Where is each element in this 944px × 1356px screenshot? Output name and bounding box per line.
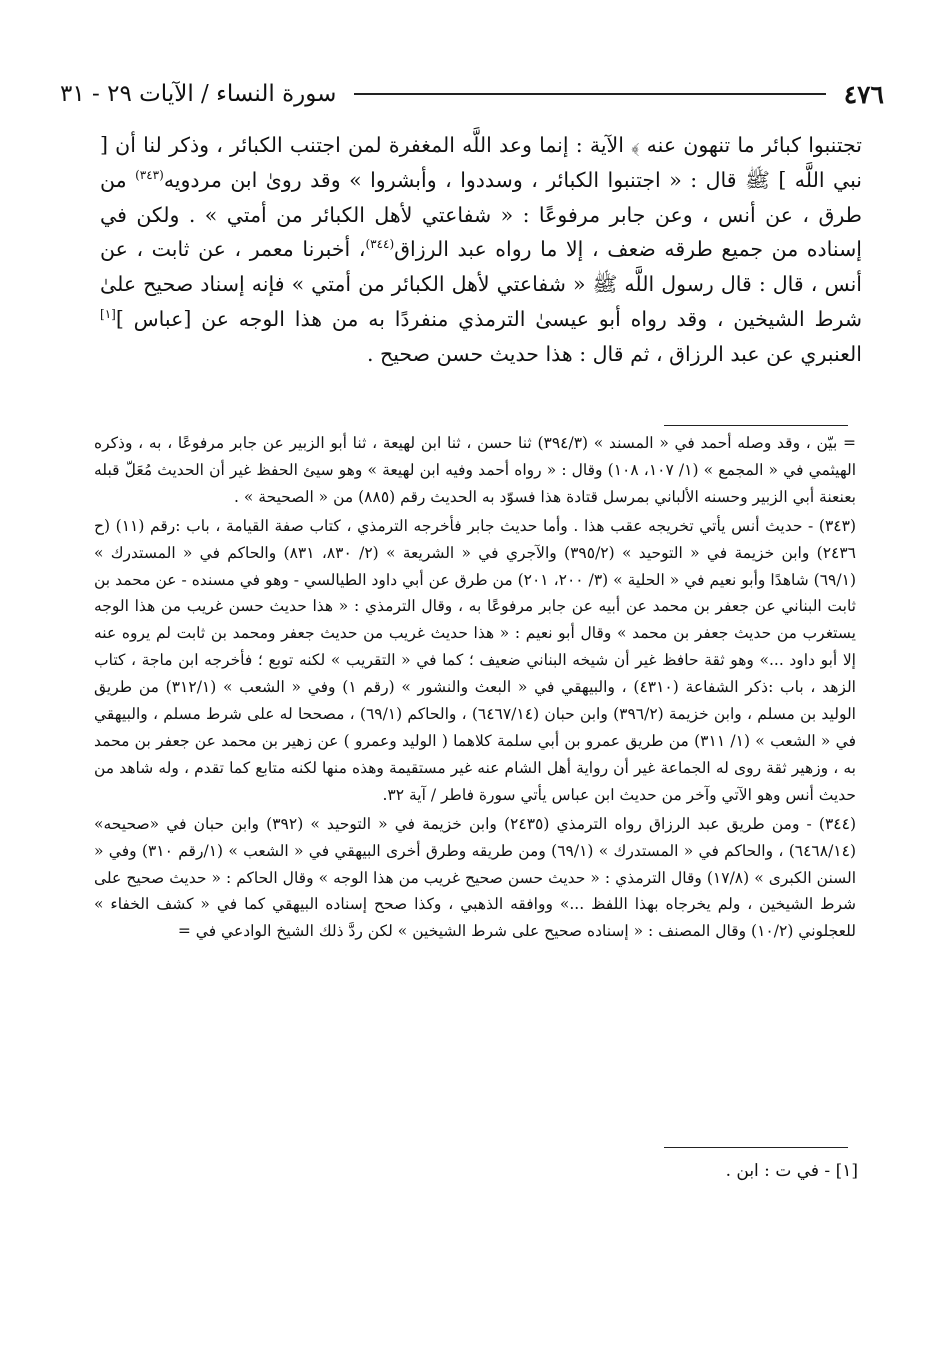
main-text-part-2: من طرق ، عن أنس ، وعن جابر مرفوعًا : « شفاعتي لأهل الكبائر من أمتي » . ولكن في إسناده من جميع طرقه ضعف ، إلا ما رواه عبد الرزاق (100, 167, 862, 262)
footnote-344: (٣٤٤) - ومن طريق عبد الرزاق رواه الترمذي (٢٤٣٥) وابن خزيمة في « التوحيد » (٣٩٢) وابن حبان في «صحيحه» (٦٤٦٨/١٤) ، والحاكم في « المستدرك » (٦٩/١) ومن طريقه وطرق أخرى البيهقي في « الشعب » (١/رقم ٣١٠) وفي « السنن الكبرى » (١٧/٨) وقال الترمذي : « حديث حسن صحيح غريب من هذا الوجه » وقال الحاكم : « حديث صحيح على شرط الشيخين ، ولم يخرجاه بهذا اللفظ ...» ووافقه الذهبي ، وكذا صحح إسناده البيهقي كما في « كشف الخفاء » للعجلوني (١٠/٢) وقال المصنف : « إسناده صحيح على شرط الشيخين » لكن ردَّ ذلك الشيخ الوادعي في = (94, 814, 857, 941)
footnotes (94, 430, 856, 947)
variant-ref-1: [١] (100, 307, 116, 322)
variant-note: [١] - في ت : ابن . (725, 1161, 858, 1181)
main-text (100, 128, 862, 372)
page-header (60, 74, 884, 114)
footnote-343: (٣٤٣) - حديث أنس يأتي تخريجه عقب هذا . وأما حديث جابر فأخرجه الترمذي ، كتاب صفة القيامة ، باب :رقم (١١) (ح ٢٤٣٦) وابن خزيمة في « التوحيد » (٣٩٥/٢) والآجري في « الشريعة » (٢/ ٨٣٠، ٨٣١) والحاكم في « المستدرك » (٦٩/١) شاهدًا وأبو نعيم في « الحلية » (٣/ ٢٠٠، ٢٠١) من طرق عن أبي داود الطيالسي - وهو في مسنده - عن محمد بن ثابت البناني عن جعفر بن محمد عن أبيه عن جابر مرفوعًا به ، وقال الترمذي : « هذا حديث حسن غريب من هذا الوجه يستغرب من حديث جعفر بن محمد » وقال أبو نعيم : « هذا حديث غريب من حديث جعفر ومحمد بن ثابت لم يروه عنه إلا أبو داود ...» وهو ثقة حافظ غير أن شيخه البناني ضعيف ؛ كما في « التقريب » لكنه توبع ؛ فأخرجه ابن ماجة ، كتاب الزهد ، باب :ذكر الشفاعة (٤٣١٠) ، والبيهقي في « البعث والنشور » (رقم ١) وفي « الشعب » (٣١٢/١) من طريق الوليد بن مسلم ، وابن خزيمة (٣٩٦/٢) وابن حبان (٦٤٦٧/١٤) ، والحاكم (٦٩/١) ، مصححا له على شرط مسلم ، والبيهقي في « الشعب » (١/ ٣١١) من طريق عمرو بن أبي سلمة كلاهما ( الوليد وعمرو ) عن زهير بن محمد عن جعفر بن محمد به ، وزهير ثقة روى له الجماعة غير أن رواية أهل الشام عنه غير مستقيمة وهذه منها لكنه متابع كما تقدم ، وله شاهد من حديث أنس وهو الآتي وآخر من حديث ابن عباس يأتي سورة فاطر / آية ٣٢. (94, 516, 856, 804)
footnote-ref-344: (٣٤٤) (365, 237, 395, 252)
variant-separator (664, 1147, 848, 1148)
main-paragraph (100, 128, 862, 372)
footnote-continuation: = بيّن ، وقد وصله أحمد في « المسند » (٣٩٤/٣) ثنا حسن ، ثنا ابن لهيعة ، ثنا أبو الزبير عن جابر مرفوعًا ، به ، وذكره الهيثمي في « المجمع » (١/ ١٠٧، ١٠٨) وقال : « رواه أحمد وفيه ابن لهيعة » وهو سيئ الحفظ غير أن الحديث مُعَلّ قبله بعنعنة أبي الزبير وحسنه الألباني بمرسل قتادة هذا فسوّد به الحديث رقم (٨٨٥) من « الصحيحة » . (94, 434, 856, 506)
running-title: سورة النساء / الآيات ٢٩ - ٣١ (60, 81, 337, 107)
main-text-part-3: ، أخبرنا معمر ، عن ثابت ، عن أنس ، قال : قال رسول اللَّه ﷺ « شفاعتي لأهل الكبائر من أمتي » فإنه إسناد صحيح علىٰ شرط الشيخين ، وقد رواه أبو عيسىٰ الترمذي منفردًا به من هذا الوجه عن [عباس ] (100, 237, 862, 331)
main-text-part-1: تجتنبوا كبائر ما تنهون عنه ﴾ الآية : إنما وعد اللَّه المغفرة لمن اجتنب الكبائر ، وذكر لنا أن [ نبي اللَّه ] ﷺ قال : « اجتنبوا الكبائر ، وسددوا ، وأبشروا » وقد روىٰ ابن مردويه (100, 133, 862, 192)
header-rule (354, 93, 825, 95)
footnote-separator (664, 425, 848, 426)
page-number: ٤٧٦ (843, 79, 884, 109)
main-text-part-4: العنبري عن عبد الرزاق ، ثم قال : هذا حديث حسن صحيح . (366, 341, 862, 366)
footnote-ref-343: (٣٤٣) (135, 167, 164, 182)
